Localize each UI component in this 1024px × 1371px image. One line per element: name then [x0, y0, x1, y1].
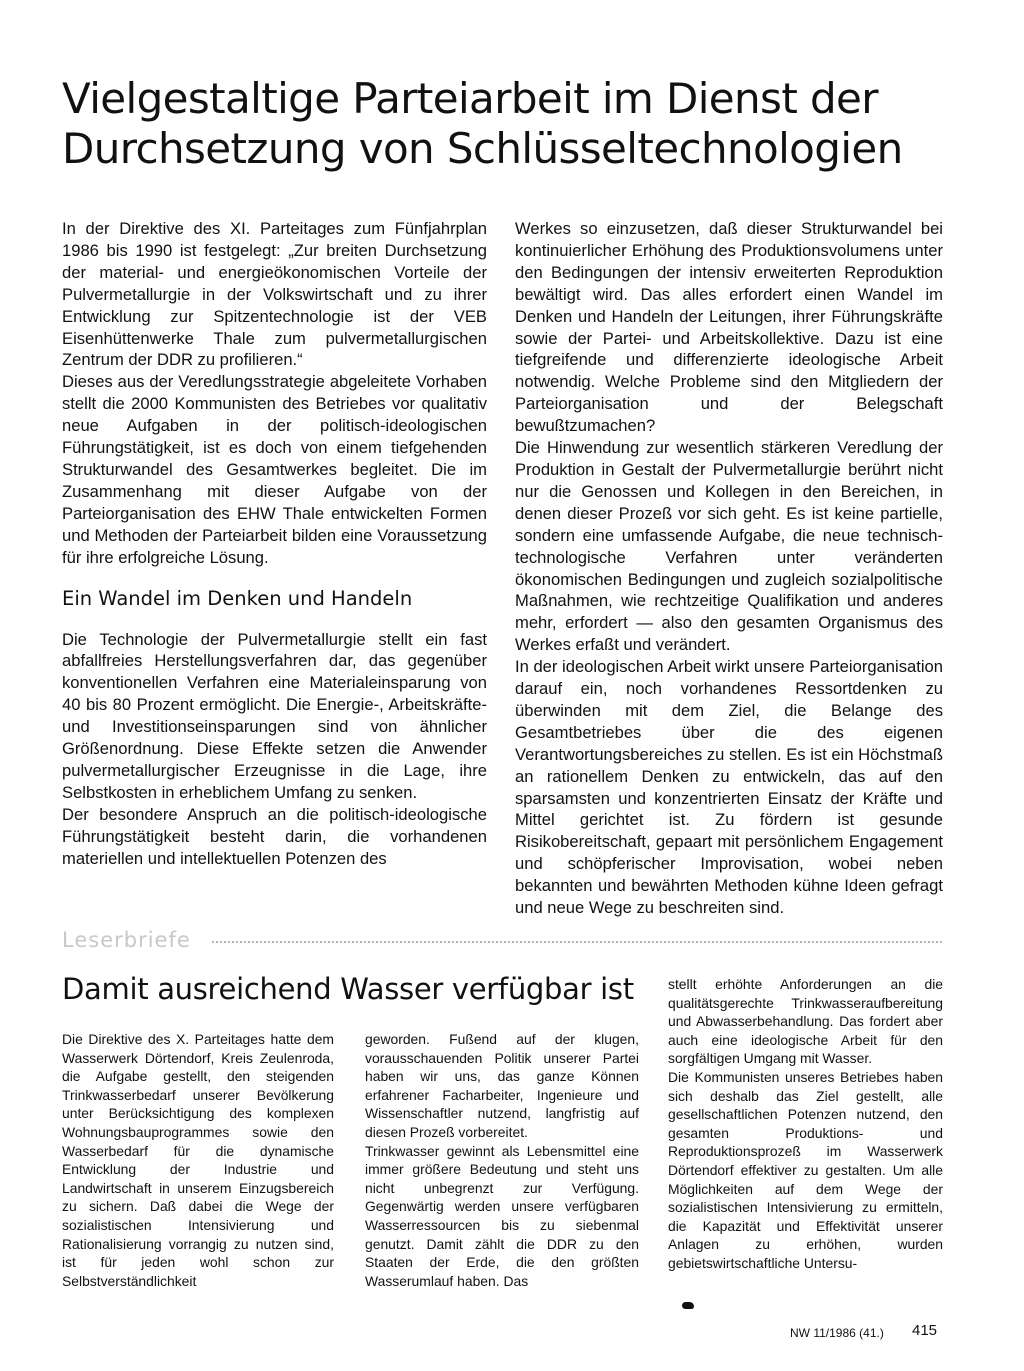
article-title: Vielgestaltige Parteiarbeit im Dienst der Durchsetzung von Schlüsseltechnologien	[62, 74, 903, 173]
paragraph: Die Direktive des X. Parteitages hatte dem Wasserwerk Dörtendorf, Kreis Zeulenroda, die Aufgabe gestellt, den steigenden Trinkwasserbedarf unserer Bevölkerung unter Berücksichtigung des komplexen Wohnungsbauprogrammes sowie den Wasserbedarf für die dynamische Entwicklung der Industrie und Landwirtschaft in unserem Einzugsbereich zu sichern. Daß dabei die Wege der sozialistischen Intensivierung und Rationalisierung vorrangig zu nutzen sind, ist für jeden wohl schon zur Selbstverständlichkeit	[62, 1031, 334, 1289]
paragraph: stellt erhöhte Anforderungen an die qualitätsgerechte Trinkwasseraufbereitung und Abwasserbehandlung. Das fordert aber auch eine ideologische Arbeit für den sorgfältigen Umgang mit Wasser.	[668, 976, 943, 1067]
article-column-left	[62, 218, 487, 869]
section-subheading: Ein Wandel im Denken und Handeln	[62, 586, 413, 610]
section-label: Leserbriefe	[62, 928, 191, 952]
paragraph: Dieses aus der Veredlungsstrategie abgeleitete Vorhaben stellt die 2000 Kommunisten des Betriebes vor qualitativ neue Aufgaben in der politisch-ideologischen Führungstätigkeit, ist es doch von einem tiefgehenden Strukturwandel des Gesamtwerkes begleitet. Die im Zusammenhang mit dieser Aufgabe von der Parteiorganisation des EHW Thale entwickelten Formen und Methoden der Parteiarbeit bilden eine Voraussetzung für ihre erfolgreiche Lösung.	[62, 372, 487, 567]
issue-reference: NW 11/1986 (41.)	[790, 1326, 884, 1340]
letter-column-3	[668, 975, 943, 1273]
letter-column-1	[62, 1030, 334, 1290]
section-divider	[212, 941, 942, 943]
article-column-right	[515, 218, 943, 919]
paragraph: Die Technologie der Pulvermetallurgie stellt ein fast abfallfreies Herstellungsverfahren dar, das gegenüber konventionellen Verfahren eine Materialeinsparung von 40 bis 80 Prozent ermöglicht. Die Energie-, Arbeitskräfte- und Investitionseinsparungen sind von ähnlicher Größenordnung. Diese Effekte setzen die Anwender pulvermetallurgischer Erzeugnisse in die Lage, ihre Selbstkosten in erheblichem Umfang zu senken.	[62, 629, 487, 802]
letter-title: Damit ausreichend Wasser verfügbar ist	[62, 972, 634, 1006]
paragraph: In der ideologischen Arbeit wirkt unsere Parteiorganisation darauf ein, noch vorhandenes Ressortdenken zu überwinden mit dem Ziel, die Belange des Gesamtbetriebes über die des eigenen Verantwortungsbereiches zu stellen. Es ist ein Höchstmaß an rationellem Denken zu entwickeln, das auf den sparsamsten und konzentrierten Einsatz der Kräfte und Mittel gerichtet ist. Zu fördern ist gesunde Risikobereitschaft, gepaart mit persönlichem Engagement und schöpferischer Improvisation, wobei neben bekannten und bewährten Methoden kühne Ideen gefragt und neue Wege zu beschreiten sind.	[515, 657, 943, 918]
end-mark	[682, 1302, 694, 1309]
paragraph: In der Direktive des XI. Parteitages zum Fünfjahrplan 1986 bis 1990 ist festgelegt: „Zur breiten Durchsetzung der material- und energieökonomischen Vorteile der Pulvermetallurgie in der Volkswirtschaft und zu ihrer Entwicklung zur Spitzentechnologie ist der VEB Eisenhüttenwerke Thale zum pulvermetallurgischen Zentrum der DDR zu profilieren.“	[62, 219, 487, 370]
page-number: 415	[912, 1322, 938, 1339]
paragraph: Die Hinwendung zur wesentlich stärkeren Veredlung der Produktion in Gestalt der Pulvermetallurgie berührt nicht nur die Genossen und Kollegen in den Bereichen, in denen dieser Prozeß vor sich geht. Es ist keine partielle, sondern eine umfassende Aufgabe, die neue technisch-technologische Verfahren unter veränderten ökonomischen Bedingungen und zugleich sozialpolitische Maßnahmen, wie rechtzeitige Qualifikation und anderes mehr, erfordert — also den gesamten Organismus des Werkes erfaßt und verändert.	[515, 438, 943, 655]
paragraph: Der besondere Anspruch an die politisch-ideologische Führungstätigkeit besteht darin, die vorhandenen materiellen und intellektuellen Potenzen des	[62, 804, 487, 868]
paragraph: Die Kommunisten unseres Betriebes haben sich deshalb das Ziel gestellt, alle gesellschaftlichen Potenzen nutzend, den gesamten Produktions- und Reproduktionsprozeß im Wasserwerk Dörtendorf effektiver zu gestalten. Um alle Möglichkeiten auf dem Wege der sozialistischen Intensivierung zu ermitteln, die Kapazität und Effektivität unserer Anlagen zu erhöhen, wurden gebietswirtschaftliche Untersu-	[668, 1068, 943, 1271]
paragraph: Werkes so einzusetzen, daß dieser Strukturwandel bei kontinuierlicher Erhöhung des Produktionsvolumens unter den Bedingungen der intensiv erweiterten Reproduktion bewältigt wird. Das alles erfordert einen Wandel im Denken und Handeln der Leitungen, ihrer Führungskräfte sowie der Partei- und Arbeitskollektive. Dazu ist eine tiefgreifende und differenzierte ideologische Arbeit notwendig. Welche Probleme sind den Mitgliedern der Parteiorganisation und der Belegschaft bewußtzumachen?	[515, 219, 943, 436]
paragraph: geworden. Fußend auf der klugen, vorausschauenden Politik unserer Partei haben wir uns, das ganze Können erfahrener Facharbeiter, Ingenieure und Wissenschaftler nutzend, langfristig auf diesen Prozeß vorbereitet.	[365, 1031, 639, 1140]
paragraph: Trinkwasser gewinnt als Lebensmittel eine immer größere Bedeutung und steht uns nicht unbegrenzt zur Verfügung. Gegenwärtig werden unsere verfügbaren Wasserressourcen bis zu siebenmal genutzt. Damit zählt die DDR zu den Staaten der Erde, die den größten Wasserumlauf haben. Das	[365, 1142, 639, 1289]
letter-column-2	[365, 1030, 639, 1290]
section-label-row	[62, 928, 942, 954]
